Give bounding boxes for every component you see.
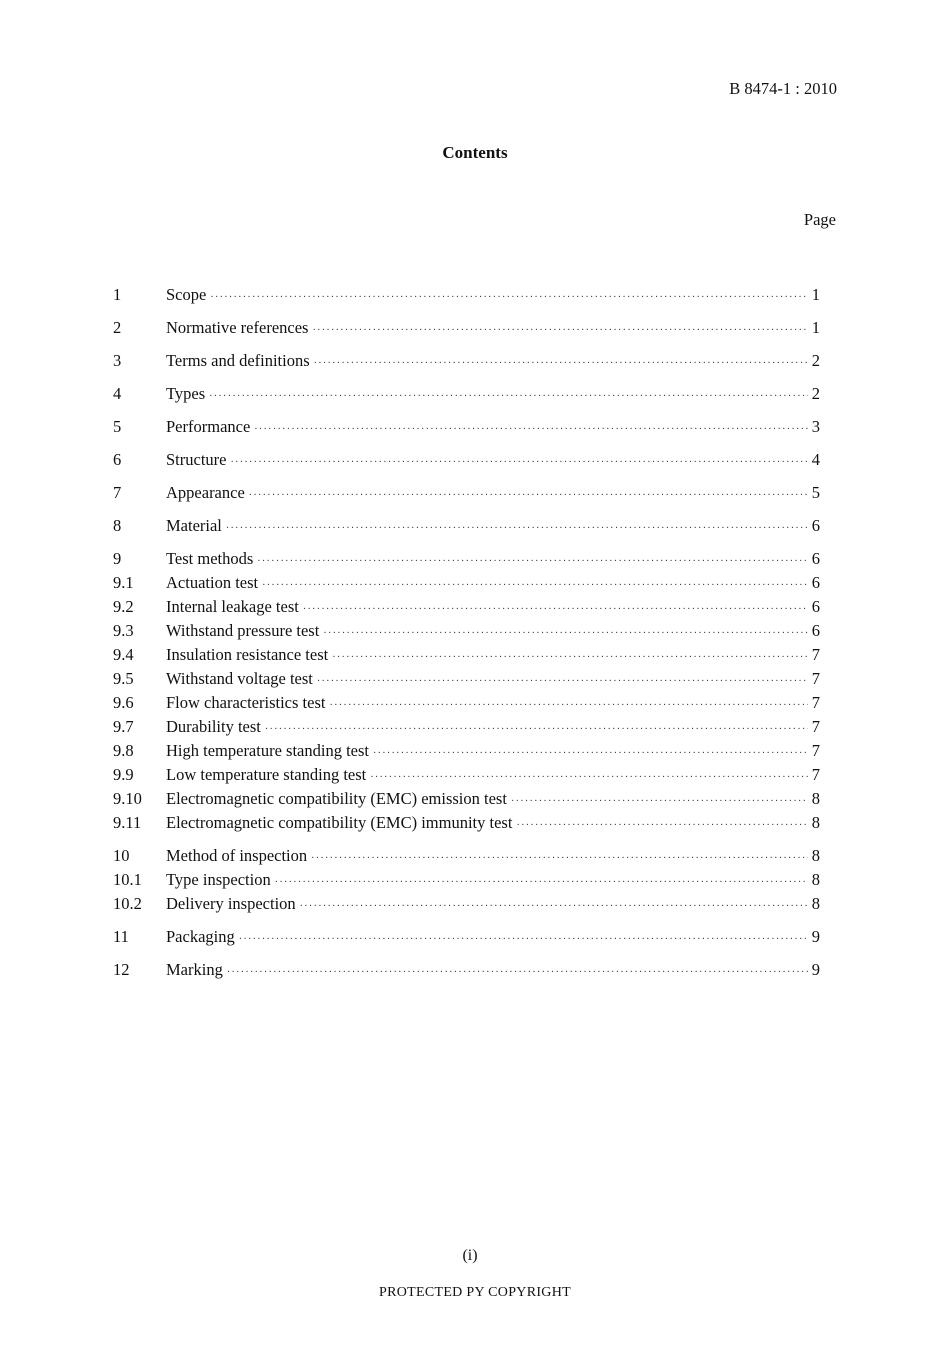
toc-entry-label: Insulation resistance test (166, 645, 329, 664)
toc-entry-page: 6 (811, 516, 820, 535)
toc-entry-number: 9.2 (113, 597, 134, 616)
dot-leader (303, 604, 808, 615)
toc-entry[interactable] (113, 645, 820, 669)
toc-entry-label: Durability test (166, 717, 261, 736)
dot-leader (300, 901, 808, 912)
toc-entry-label: High temperature standing test (166, 741, 369, 760)
toc-entry-page: 8 (811, 789, 820, 808)
dot-leader (227, 967, 808, 978)
toc-entry-number: 9.11 (113, 813, 142, 832)
toc-entry-label: Terms and definitions (166, 351, 310, 370)
toc-entry-page: 2 (811, 351, 820, 370)
toc-entry[interactable] (113, 417, 820, 441)
toc-entry-number: 9.6 (113, 693, 134, 712)
dot-leader (314, 358, 808, 369)
toc-entry-label: Appearance (166, 483, 245, 502)
dot-leader (516, 820, 808, 831)
toc-entry-number: 3 (113, 351, 122, 370)
dot-leader (254, 424, 808, 435)
toc-entry-number: 11 (113, 927, 129, 946)
toc-entry-label: Type inspection (166, 870, 271, 889)
toc-entry[interactable] (113, 693, 820, 717)
toc-entry-page: 7 (811, 693, 820, 712)
dot-leader (329, 700, 808, 711)
toc-entry[interactable] (113, 384, 820, 408)
dot-leader (257, 556, 808, 567)
page-column-heading: Page (803, 210, 836, 229)
toc-entry-label: Delivery inspection (166, 894, 296, 913)
toc-entry-page: 1 (811, 285, 820, 304)
toc-entry[interactable] (113, 894, 820, 918)
toc-entry-number: 8 (113, 516, 122, 535)
toc-entry-label: Normative references (166, 318, 309, 337)
toc-entry-number: 9.8 (113, 741, 134, 760)
toc-entry-number: 10.2 (113, 894, 142, 913)
toc-entry-number: 10 (113, 846, 130, 865)
toc-entry-page: 9 (811, 960, 820, 979)
toc-entry-number: 12 (113, 960, 130, 979)
toc-entry-page: 6 (811, 621, 820, 640)
toc-entry[interactable] (113, 450, 820, 474)
toc-entry-page: 8 (811, 870, 820, 889)
toc-entry[interactable] (113, 765, 820, 789)
page-title: Contents (442, 143, 508, 162)
toc-entry-number: 9.9 (113, 765, 134, 784)
toc-entry[interactable] (113, 516, 820, 540)
toc-entry-page: 9 (811, 927, 820, 946)
copyright-notice: PROTECTED PY COPYRIGHT (379, 1285, 571, 1300)
dot-leader (210, 292, 808, 303)
toc-entry-number: 6 (113, 450, 122, 469)
toc-entry-number: 9.3 (113, 621, 134, 640)
dot-leader (226, 523, 808, 534)
toc-entry-label: Electromagnetic compatibility (EMC) emission test (166, 789, 507, 808)
toc-entry-page: 7 (811, 645, 820, 664)
toc-entry-number: 9.10 (113, 789, 142, 808)
toc-entry-page: 8 (811, 846, 820, 865)
toc-entry-page: 4 (811, 450, 820, 469)
dot-leader (311, 853, 808, 864)
toc-entry-label: Performance (166, 417, 251, 436)
toc-entry-page: 7 (811, 717, 820, 736)
toc-entry-label: Low temperature standing test (166, 765, 367, 784)
dot-leader (332, 652, 808, 663)
dot-leader (312, 325, 808, 336)
toc-entry-label: Types (166, 384, 206, 403)
toc-entry-label: Test methods (166, 549, 254, 568)
toc-entry-label: Packaging (166, 927, 235, 946)
toc-entry-number: 9.4 (113, 645, 134, 664)
toc-entry[interactable] (113, 573, 820, 597)
footer-page-number: (i) (462, 1247, 478, 1264)
toc-entry-label: Flow characteristics test (166, 693, 326, 712)
toc-entry-label: Marking (166, 960, 223, 979)
toc-entry[interactable] (113, 870, 820, 894)
toc-entry-page: 2 (811, 384, 820, 403)
toc-entry-label: Internal leakage test (166, 597, 299, 616)
toc-entry-page: 6 (811, 549, 820, 568)
toc-entry-page: 5 (811, 483, 820, 502)
toc-entry-page: 6 (811, 597, 820, 616)
toc-entry-page: 7 (811, 765, 820, 784)
table-of-contents (113, 285, 820, 984)
toc-entry-number: 2 (113, 318, 122, 337)
toc-entry[interactable] (113, 960, 820, 984)
dot-leader (230, 457, 808, 468)
toc-entry-page: 1 (811, 318, 820, 337)
dot-leader (265, 724, 808, 735)
toc-entry-number: 5 (113, 417, 122, 436)
toc-entry-label: Actuation test (166, 573, 259, 592)
dot-leader (209, 391, 808, 402)
toc-entry[interactable] (113, 717, 820, 741)
toc-entry[interactable] (113, 483, 820, 507)
toc-entry[interactable] (113, 597, 820, 621)
dot-leader (317, 676, 808, 687)
toc-entry[interactable] (113, 318, 820, 342)
toc-entry[interactable] (113, 789, 820, 813)
dot-leader (511, 796, 808, 807)
toc-entry-page: 3 (811, 417, 820, 436)
toc-entry-number: 9.1 (113, 573, 134, 592)
toc-entry[interactable] (113, 846, 820, 870)
toc-entry-number: 9 (113, 549, 122, 568)
toc-entry-label: Withstand voltage test (166, 669, 313, 688)
toc-entry[interactable] (113, 813, 820, 837)
toc-entry[interactable] (113, 351, 820, 375)
toc-entry-number: 10.1 (113, 870, 142, 889)
toc-entry[interactable] (113, 741, 820, 765)
toc-entry[interactable] (113, 549, 820, 573)
toc-entry-label: Material (166, 516, 222, 535)
toc-entry[interactable] (113, 621, 820, 645)
toc-entry-label: Structure (166, 450, 227, 469)
toc-entry-page: 8 (811, 894, 820, 913)
toc-entry-page: 7 (811, 669, 820, 688)
toc-entry-number: 9.7 (113, 717, 134, 736)
toc-entry-page: 6 (811, 573, 820, 592)
toc-entry-label: Electromagnetic compatibility (EMC) immunity test (166, 813, 513, 832)
document-id: B 8474-1 : 2010 (729, 79, 837, 98)
toc-entry-label: Method of inspection (166, 846, 308, 865)
dot-leader (262, 580, 808, 591)
toc-entry-page: 7 (811, 741, 820, 760)
dot-leader (239, 934, 808, 945)
toc-entry[interactable] (113, 285, 820, 309)
dot-leader (275, 877, 808, 888)
toc-entry-number: 1 (113, 285, 122, 304)
toc-entry-number: 9.5 (113, 669, 134, 688)
toc-entry-label: Scope (166, 285, 207, 304)
toc-entry-label: Withstand pressure test (166, 621, 320, 640)
toc-entry[interactable] (113, 927, 820, 951)
toc-entry[interactable] (113, 669, 820, 693)
dot-leader (373, 748, 808, 759)
dot-leader (249, 490, 808, 501)
dot-leader (323, 628, 808, 639)
toc-entry-number: 7 (113, 483, 122, 502)
toc-entry-page: 8 (811, 813, 820, 832)
dot-leader (370, 772, 808, 783)
toc-entry-number: 4 (113, 384, 122, 403)
